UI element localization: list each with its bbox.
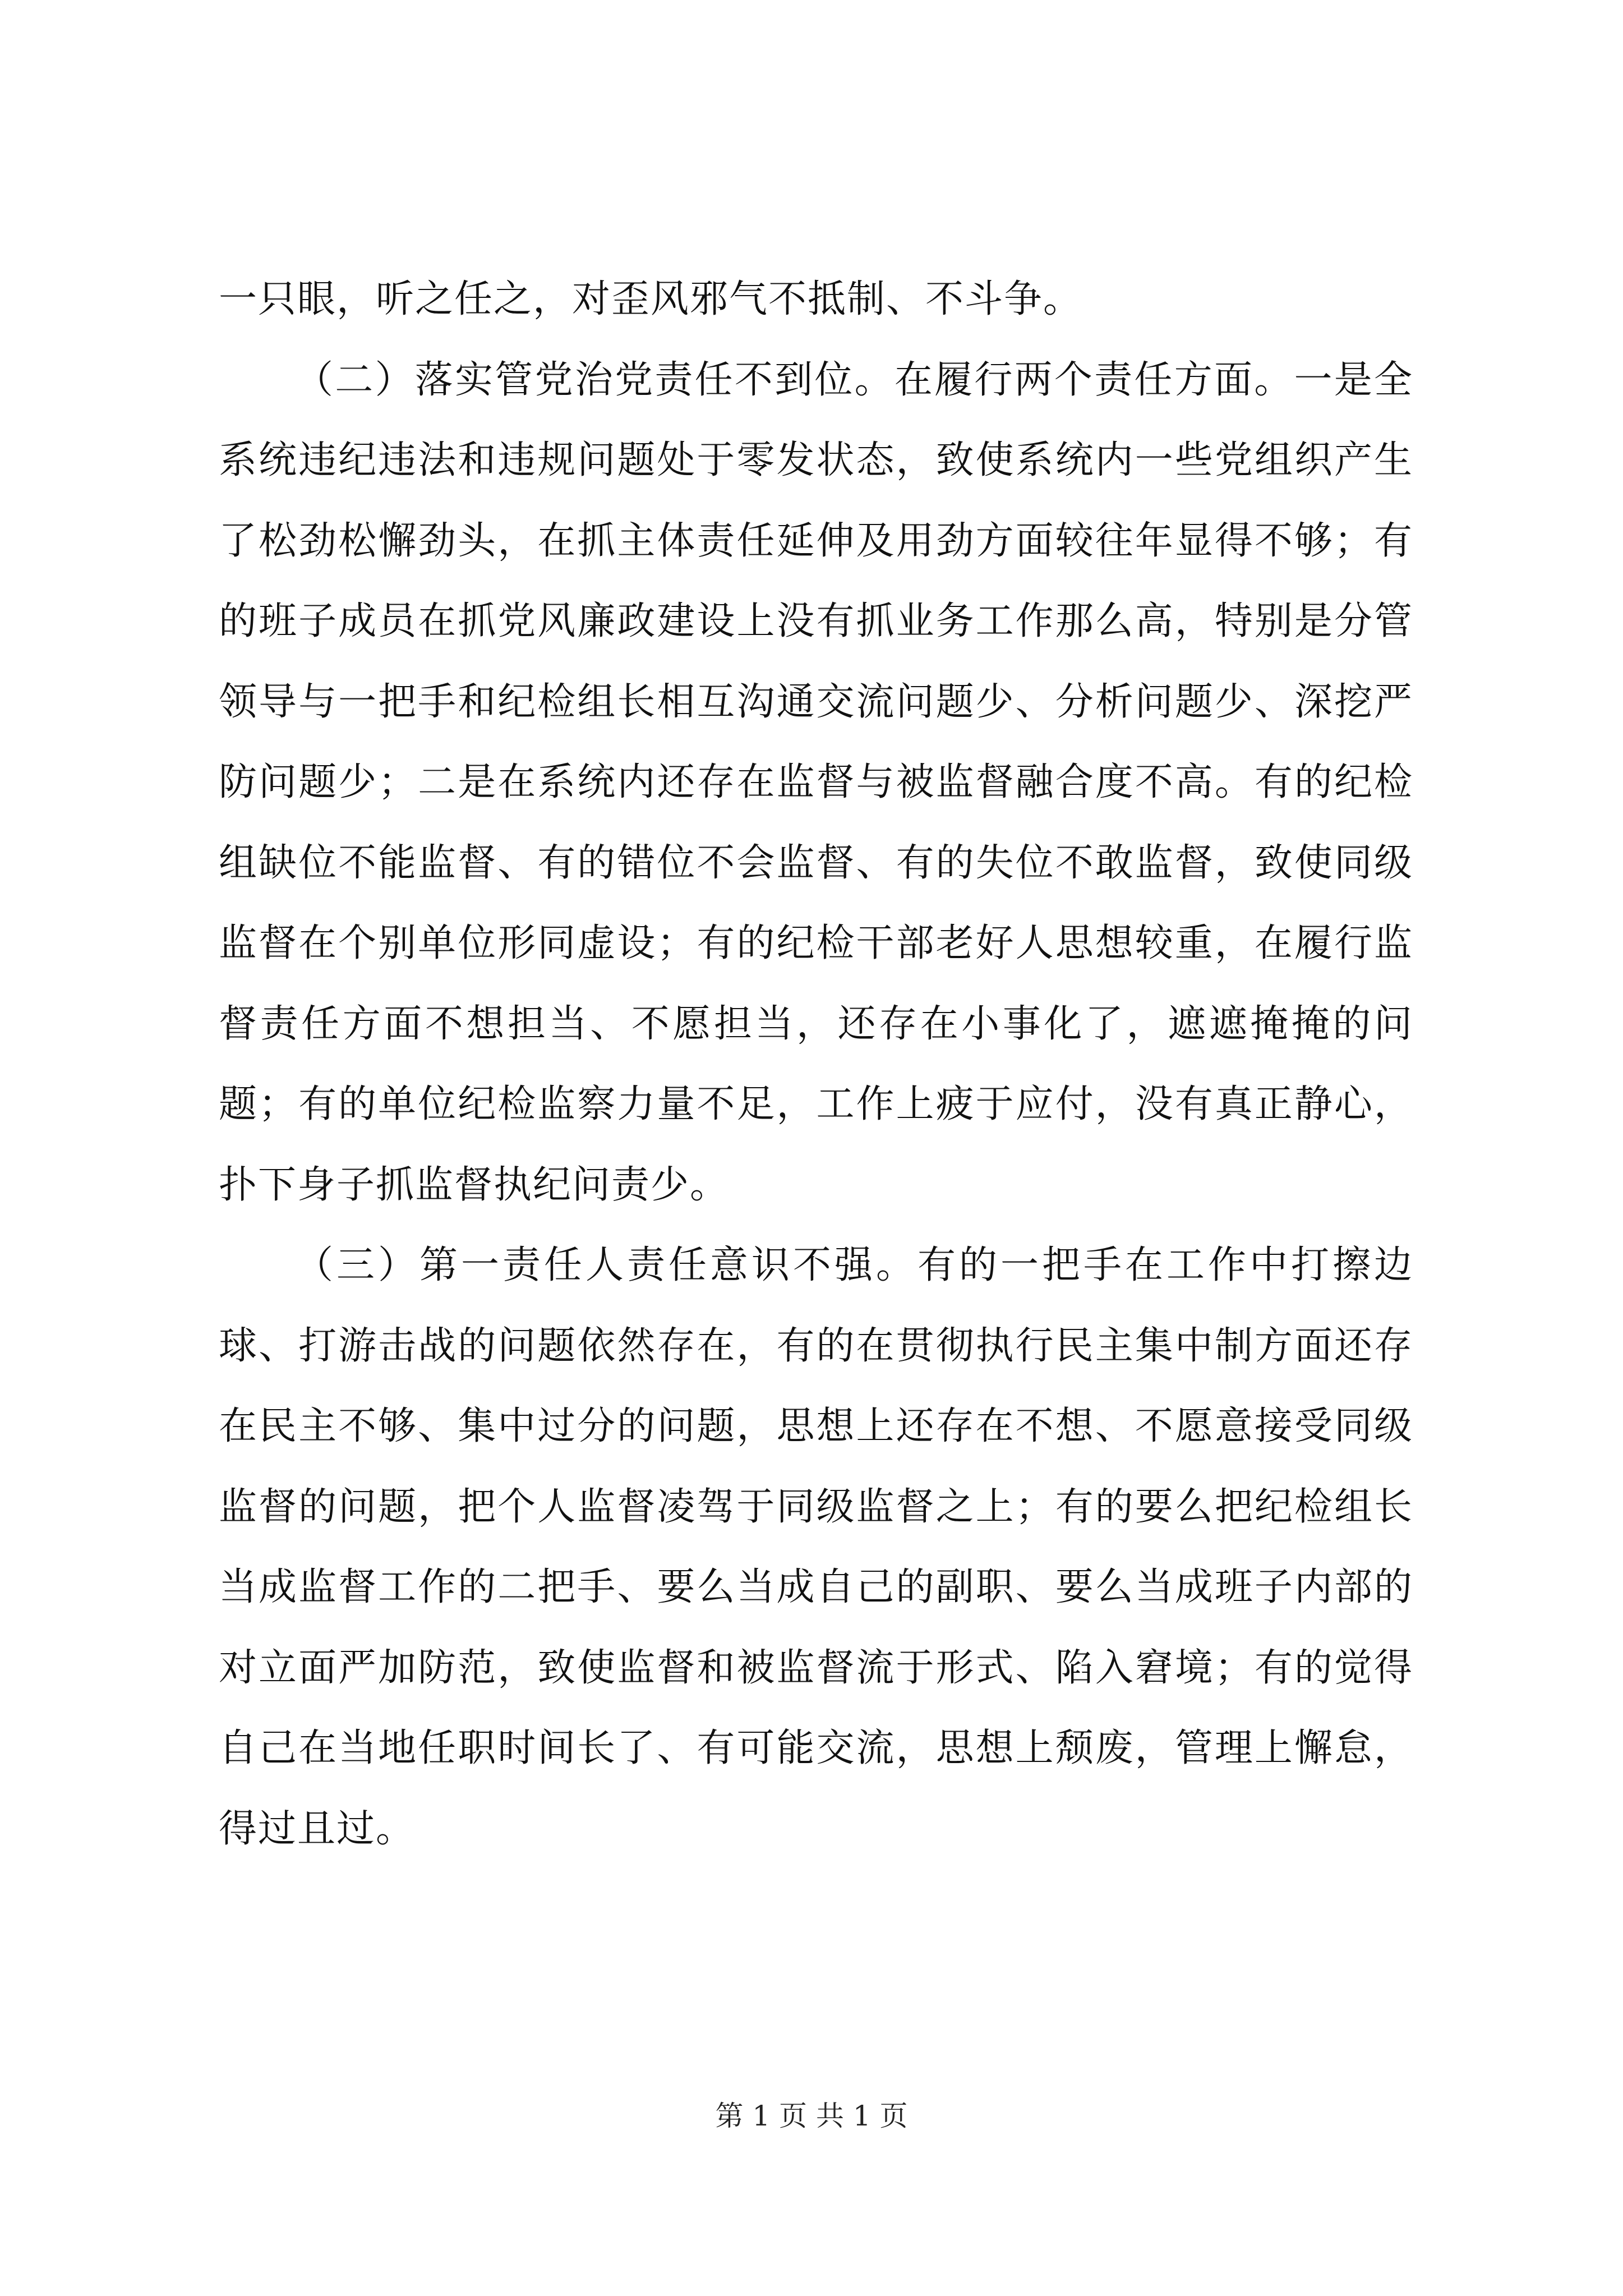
- paragraph-section-two: （二）落实管党治党责任不到位。在履行两个责任方面。一是全系统违纪违法和违规问题处于零发状态，致使系统内一些党组织产生了松劲松懈劲头，在抓主体责任延伸及用劲方面较往年显得不够；有的班子成员在抓党风廉政建设上没有抓业务工作那么高，特别是分管领导与一把手和纪检组长相互沟通交流问题少、分析问题少、深挖严防问题少；二是在系统内还存在监督与被监督融合度不高。有的纪检组缺位不能监督、有的错位不会监督、有的失位不敢监督，致使同级监督在个别单位形同虚设；有的纪检干部老好人思想较重，在履行监督责任方面不想担当、不愿担当，还存在小事化了，遮遮掩掩的问题；有的单位纪检监察力量不足，工作上疲于应付，没有真正静心，扑下身子抓监督执纪问责少。: [219, 357, 1413, 1207]
- document-body: [219, 259, 1413, 1869]
- page-footer: [0, 2099, 1623, 2133]
- page-number-label: 第 1 页 共 1 页: [715, 2100, 908, 2132]
- paragraph-continuation: 一只眼，听之任之，对歪风邪气不抵制、不斗争。: [219, 277, 1083, 321]
- paragraph-section-three: （三）第一责任人责任意识不强。有的一把手在工作中打擦边球、打游击战的问题依然存在，有的在贯彻执行民主集中制方面还存在民主不够、集中过分的问题，思想上还存在不想、不愿意接受同级监督的问题，把个人监督凌驾于同级监督之上；有的要么把纪检组长当成监督工作的二把手、要么当成自己的副职、要么当成班子内部的对立面严加防范，致使监督和被监督流于形式、陷入窘境；有的觉得自己在当地任职时间长了、有可能交流，思想上颓废，管理上懈怠，得过且过。: [219, 1243, 1413, 1851]
